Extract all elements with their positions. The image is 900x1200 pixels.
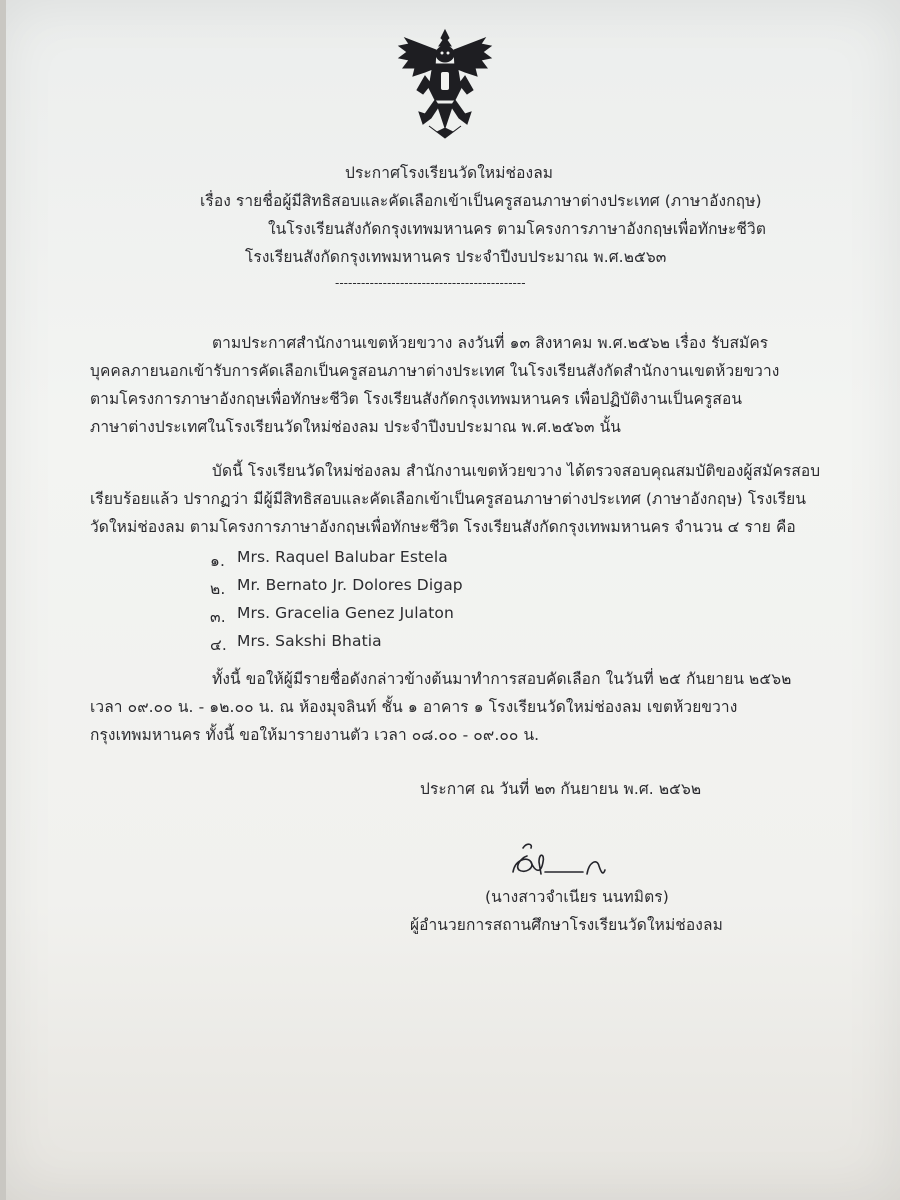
- list-item-number: ๑.: [210, 552, 225, 570]
- paragraph2-line-3: วัดใหม่ช่องลม ตามโครงการภาษาอังกฤษเพื่อทักษะชีวิต โรงเรียนสังกัดกรุงเทพมหานคร จำนวน ๔ ราย คือ: [90, 518, 796, 536]
- signer-position: ผู้อำนวยการสถานศึกษาโรงเรียนวัดใหม่ช่องลม: [410, 916, 723, 934]
- subject-line-3: โรงเรียนสังกัดกรุงเทพมหานคร ประจำปีงบประมาณ พ.ศ.๒๕๖๓: [245, 248, 667, 266]
- signer-name: (นางสาวจำเนียร นนทมิตร): [485, 888, 669, 906]
- handwritten-signature: [505, 832, 625, 882]
- paragraph3-line-2: เวลา ๐๙.๐๐ น. - ๑๒.๐๐ น. ณ ห้องมุจลินท์ ชั้น ๑ อาคาร ๑ โรงเรียนวัดใหม่ช่องลม เขตห้วยขวาง: [90, 698, 738, 716]
- paragraph1-line-1: ตามประกาศสำนักงานเขตห้วยขวาง ลงวันที่ ๑๓ สิงหาคม พ.ศ.๒๕๖๒ เรื่อง รับสมัคร: [212, 334, 769, 352]
- list-item-number: ๒.: [210, 580, 226, 598]
- announcement-title: ประกาศโรงเรียนวัดใหม่ช่องลม: [345, 164, 554, 182]
- header-divider: --------------------------------------------: [335, 276, 526, 290]
- paragraph1-line-3: ตามโครงการภาษาอังกฤษเพื่อทักษะชีวิต โรงเรียนสังกัดกรุงเทพมหานคร เพื่อปฏิบัติงานเป็นครูสอน: [90, 390, 743, 408]
- paragraph3-line-3: กรุงเทพมหานคร ทั้งนี้ ขอให้มารายงานตัว เวลา ๐๘.๐๐ - ๐๙.๐๐ น.: [90, 726, 540, 744]
- garuda-emblem-icon: [395, 28, 495, 140]
- paragraph1-line-2: บุคคลภายนอกเข้ารับการคัดเลือกเป็นครูสอนภาษาต่างประเทศ ในโรงเรียนสังกัดสำนักงานเขตห้วยขวาง: [90, 362, 780, 380]
- list-item-name: Mr. Bernato Jr. Dolores Digap: [237, 576, 463, 594]
- subject-line-1: เรื่อง รายชื่อผู้มีสิทธิสอบและคัดเลือกเข้าเป็นครูสอนภาษาต่างประเทศ (ภาษาอังกฤษ): [200, 192, 762, 210]
- list-item-name: Mrs. Sakshi Bhatia: [237, 632, 382, 650]
- subject-line-2: ในโรงเรียนสังกัดกรุงเทพมหานคร ตามโครงการภาษาอังกฤษเพื่อทักษะชีวิต: [268, 220, 766, 238]
- list-item-name: Mrs. Gracelia Genez Julaton: [237, 604, 454, 622]
- paragraph2-line-1: บัดนี้ โรงเรียนวัดใหม่ช่องลม สำนักงานเขตห้วยขวาง ได้ตรวจสอบคุณสมบัติของผู้สมัครสอบ: [212, 462, 821, 480]
- paragraph3-line-1: ทั้งนี้ ขอให้ผู้มีรายชื่อดังกล่าวข้างต้นมาทำการสอบคัดเลือก ในวันที่ ๒๕ กันยายน ๒๕๖๒: [212, 670, 792, 688]
- announce-date: ประกาศ ณ วันที่ ๒๓ กันยายน พ.ศ. ๒๕๖๒: [420, 780, 702, 798]
- paragraph1-line-4: ภาษาต่างประเทศในโรงเรียนวัดใหม่ช่องลม ประจำปีงบประมาณ พ.ศ.๒๕๖๓ นั้น: [90, 418, 621, 436]
- list-item-number: ๔.: [210, 636, 227, 654]
- list-item-name: Mrs. Raquel Balubar Estela: [237, 548, 448, 566]
- list-item-number: ๓.: [210, 608, 226, 626]
- paper-edge: [0, 0, 6, 1200]
- paragraph2-line-2: เรียบร้อยแล้ว ปรากฏว่า มีผู้มีสิทธิสอบและคัดเลือกเข้าเป็นครูสอนภาษาต่างประเทศ (ภาษาอังกฤษ) โรงเรียน: [90, 490, 807, 508]
